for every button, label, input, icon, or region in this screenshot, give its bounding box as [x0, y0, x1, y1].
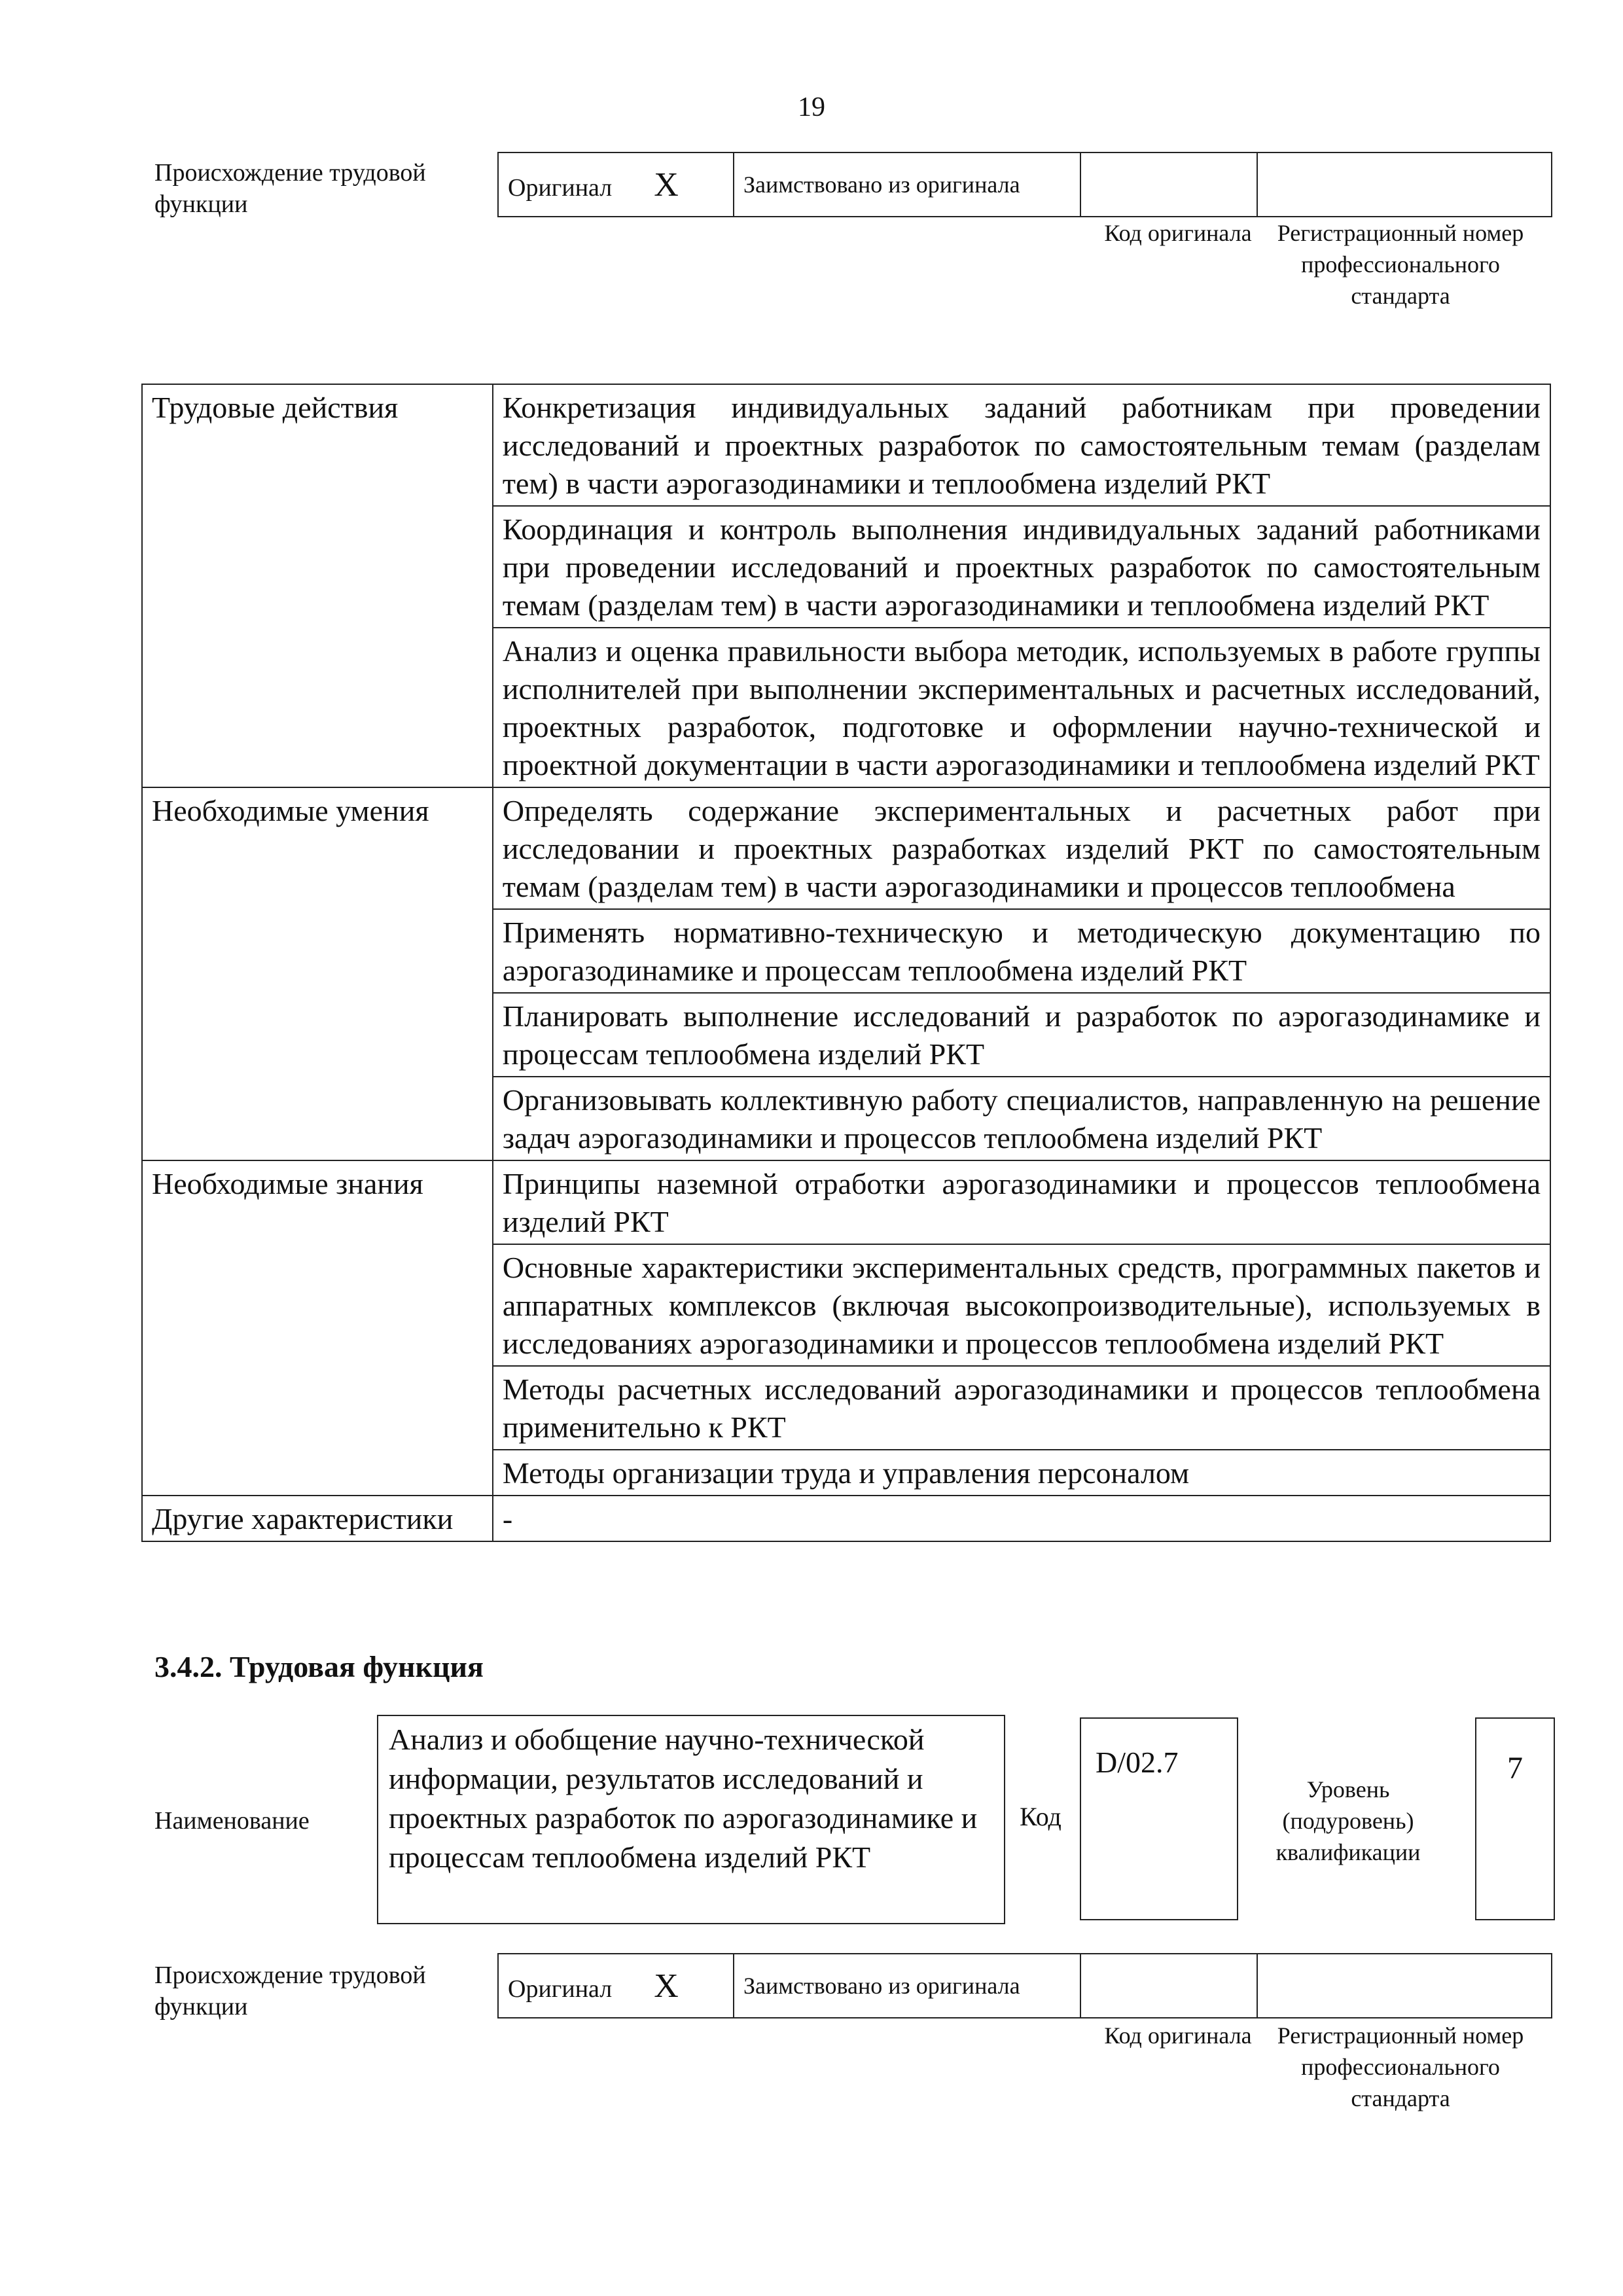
- origin-borrowed-cell: Заимствовано из оригинала: [734, 1954, 1080, 2018]
- origin-reg-cell: [1257, 152, 1552, 217]
- code-label: Код: [1020, 1802, 1061, 1831]
- code-caption: Код оригинала: [1104, 220, 1252, 246]
- knowledge-item: Принципы наземной отработки аэрогазодинамики и процессов теплообмена изделий РКТ: [493, 1160, 1550, 1244]
- code-value-box: D/02.7: [1080, 1717, 1238, 1920]
- origin-original-label: Оригинал: [508, 173, 613, 202]
- skill-item: Организовывать коллективную работу специалистов, направленную на решение задач аэрогазодинамики и процессов теплообмена изделий РКТ: [493, 1077, 1550, 1160]
- code-caption-2: Код оригинала: [1104, 2022, 1252, 2049]
- other-value: -: [493, 1496, 1550, 1541]
- knowledge-head: Необходимые знания: [142, 1160, 493, 1496]
- origin-label: Происхождение трудовой функции: [154, 159, 426, 218]
- labor-action-item: Координация и контроль выполнения индивидуальных заданий работниками при проведении исследований и проектных разработок по самостоятельным темам (разделам тем) в части аэрогазодинамики и теплообмена изделий РКТ: [493, 506, 1550, 628]
- skill-item: Применять нормативно-техническую и методическую документацию по аэрогазодинамике и процессам теплообмена изделий РКТ: [493, 909, 1550, 993]
- skill-item: Определять содержание экспериментальных и расчетных работ при исследовании и проектных разработках изделий РКТ по самостоятельным темам (разделам тем) в части аэрогазодинамики и процессов теплообмена: [493, 787, 1550, 909]
- origin-code-cell: [1080, 1954, 1257, 2018]
- origin-table: [497, 152, 1552, 217]
- origin-borrowed-cell: Заимствовано из оригинала: [734, 152, 1080, 217]
- name-value-box: Анализ и обобщение научно-технической информации, результатов исследований и проектных разработок по аэрогазодинамике и процессам теплообмена изделий РКТ: [377, 1715, 1005, 1924]
- origin-label-2: Происхождение трудовой функции: [154, 1962, 426, 2020]
- knowledge-item: Методы расчетных исследований аэрогазодинамики и процессов теплообмена применительно к РКТ: [493, 1366, 1550, 1450]
- page-number: 19: [798, 92, 825, 122]
- section-title: 3.4.2. Трудовая функция: [154, 1650, 484, 1683]
- labor-action-item: Конкретизация индивидуальных заданий работникам при проведении исследований и проектных разработок по самостоятельным темам (разделам тем) в части аэрогазодинамики и теплообмена изделий РКТ: [493, 384, 1550, 506]
- reg-caption: Регистрационный номер профессионального стандарта: [1277, 220, 1524, 309]
- labor-action-item: Анализ и оценка правильности выбора методик, используемых в работе группы исполнителей при выполнении экспериментальных и расчетных исследований, проектных разработок, подготовке и оформлении научно-технической и проектной документации в части аэрогазодинамики и теплообмена изделий РКТ: [493, 628, 1550, 787]
- other-head: Другие характеристики: [142, 1496, 493, 1541]
- origin-original-label: Оригинал: [508, 1975, 613, 2003]
- origin-original-cell: [498, 1954, 734, 2018]
- reg-caption-2: Регистрационный номер профессионального стандарта: [1277, 2022, 1524, 2111]
- origin-mark: X: [654, 166, 679, 204]
- knowledge-item: Методы организации труда и управления персоналом: [493, 1450, 1550, 1496]
- skills-head: Необходимые умения: [142, 787, 493, 1160]
- skill-item: Планировать выполнение исследований и разработок по аэрогазодинамике и процессам теплообмена изделий РКТ: [493, 993, 1550, 1077]
- name-label: Наименование: [154, 1807, 310, 1835]
- origin-original-cell: [498, 152, 734, 217]
- level-value-box: 7: [1475, 1717, 1555, 1920]
- origin-code-cell: [1080, 152, 1257, 217]
- level-label: Уровень (подуровень) квалификации: [1275, 1776, 1421, 1865]
- knowledge-item: Основные характеристики экспериментальных средств, программных пакетов и аппаратных комплексов (включая высокопроизводительные), используемых в исследованиях аэрогазодинамики и процессов теплообмена изделий РКТ: [493, 1244, 1550, 1366]
- origin-table-2: [497, 1953, 1552, 2018]
- origin-reg-cell: [1257, 1954, 1552, 2018]
- origin-mark: X: [654, 1967, 679, 2005]
- labor-function-table: [141, 384, 1551, 1542]
- labor-actions-head: Трудовые действия: [142, 384, 493, 787]
